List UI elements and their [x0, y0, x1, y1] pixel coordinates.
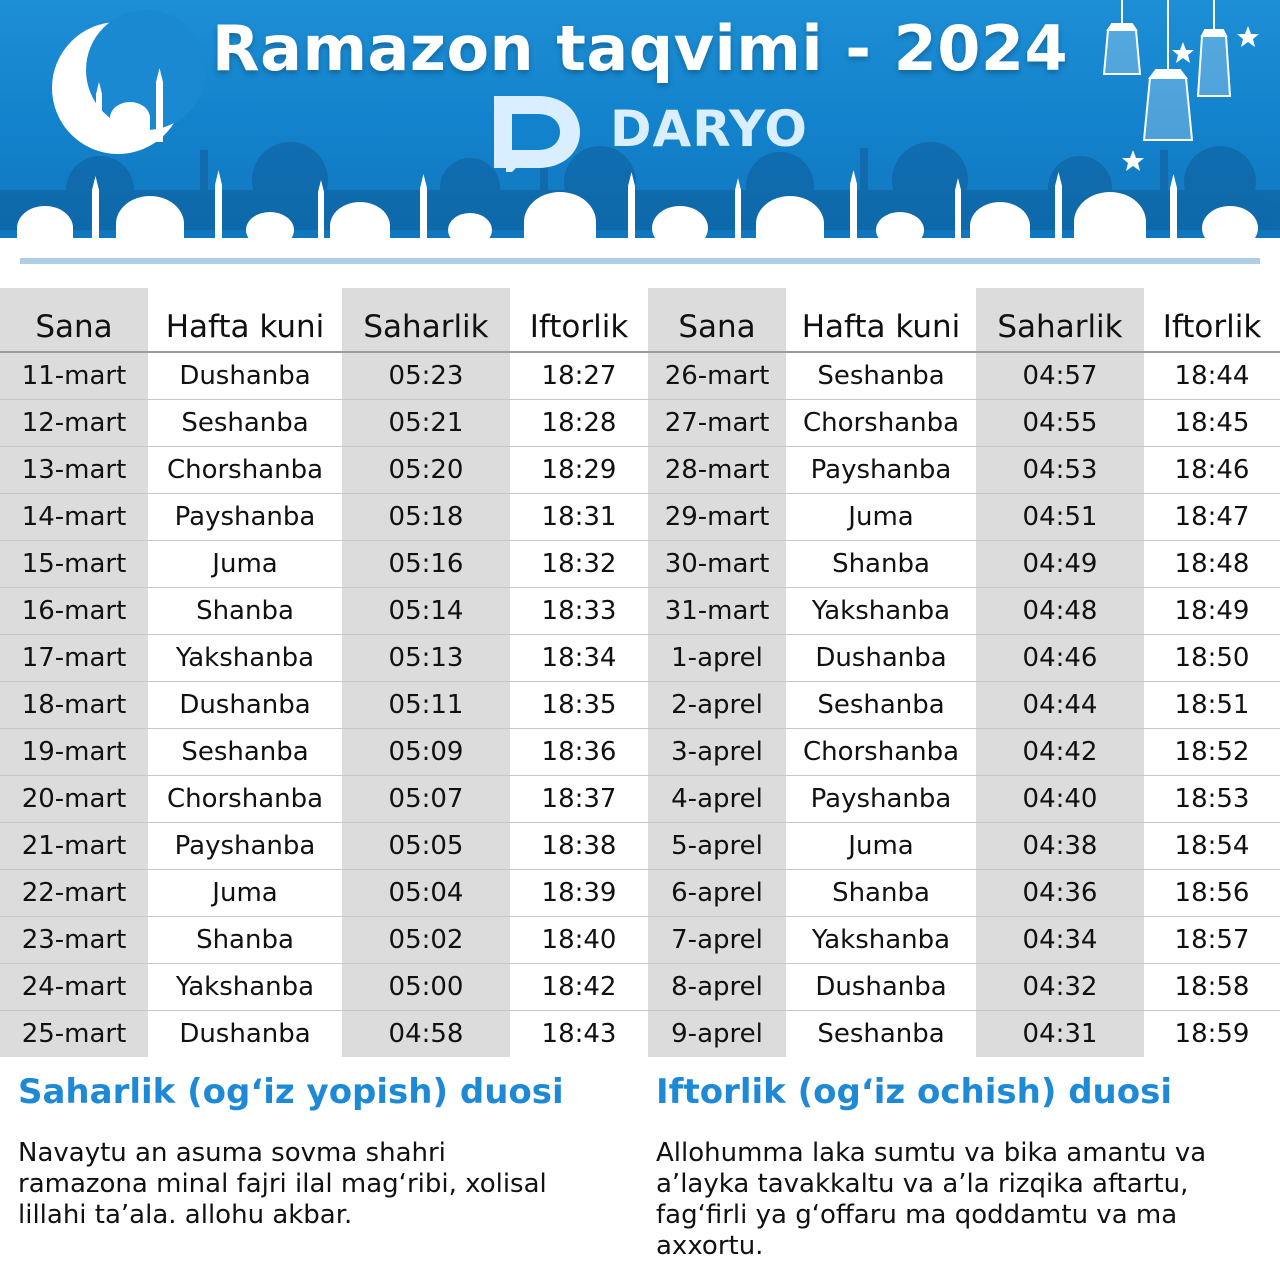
- table-row: [0, 352, 1280, 399]
- saharlik-cell: 05:21: [342, 399, 510, 446]
- iftorlik-cell: 18:59: [1174, 1018, 1250, 1049]
- saharlik-cell: 05:02: [342, 916, 510, 963]
- daryo-logo: [486, 92, 806, 172]
- table-row: [0, 681, 1280, 728]
- weekday-cell: Seshanba: [148, 728, 342, 775]
- weekday-cell: Shanba: [786, 869, 976, 916]
- iftorlik-cell: 18:31: [510, 493, 648, 540]
- date-cell: 12-mart: [0, 399, 148, 446]
- iftorlik-cell: 18:40: [510, 916, 648, 963]
- date-cell: 18-mart: [0, 681, 148, 728]
- saharlik-cell: 04:57: [976, 352, 1144, 399]
- saharlik-cell: 05:23: [342, 352, 510, 399]
- saharlik-cell: 04:46: [976, 634, 1144, 681]
- iftorlik-dua-text: Allohumma laka sumtu va bika amantu va a’layka tavakkaltu va a’la rizqika aftartu, fag‘firli ya g‘offaru ma qoddamtu va ma axxortu.: [656, 1138, 1207, 1261]
- table-row: [0, 775, 1280, 822]
- weekday-cell: Dushanba: [148, 352, 342, 399]
- saharlik-cell: 05:11: [342, 681, 510, 728]
- date-cell: 3-aprel: [648, 728, 786, 775]
- saharlik-cell: 04:48: [976, 587, 1144, 634]
- iftorlik-cell: 18:36: [510, 728, 648, 775]
- saharlik-cell: 05:20: [342, 446, 510, 493]
- saharlik-cell: 05:05: [342, 822, 510, 869]
- iftorlik-cell: 18:29: [510, 446, 648, 493]
- iftorlik-cell: 18:53: [1144, 775, 1280, 822]
- header-iftorlik-2: Iftorlik: [1144, 288, 1280, 352]
- table-row: [0, 822, 1280, 869]
- weekday-cell: Dushanba: [179, 1018, 311, 1049]
- table-row: [0, 399, 1280, 446]
- weekday-cell: Payshanba: [786, 775, 976, 822]
- saharlik-cell: 04:31: [976, 1010, 1144, 1057]
- iftorlik-cell: 18:34: [510, 634, 648, 681]
- saharlik-cell: 04:40: [976, 775, 1144, 822]
- iftorlik-cell: 18:33: [510, 587, 648, 634]
- date-cell: 25-mart: [0, 1010, 148, 1057]
- iftorlik-cell: 18:44: [1144, 352, 1280, 399]
- saharlik-cell: 04:36: [976, 869, 1144, 916]
- iftorlik-cell: 18:47: [1144, 493, 1280, 540]
- table-row: [0, 493, 1280, 540]
- weekday-cell: Shanba: [786, 540, 976, 587]
- date-cell: 2-aprel: [648, 681, 786, 728]
- saharlik-cell: 04:58: [342, 1010, 510, 1057]
- header-hafta-kuni: Hafta kuni: [148, 288, 342, 352]
- logo-text: DARYO: [610, 100, 808, 158]
- date-cell: 29-mart: [648, 493, 786, 540]
- saharlik-cell: 04:32: [976, 963, 1144, 1010]
- iftorlik-cell: 18:42: [510, 963, 648, 1010]
- date-cell: 7-aprel: [648, 916, 786, 963]
- weekday-cell: Payshanba: [786, 446, 976, 493]
- date-cell: 22-mart: [0, 869, 148, 916]
- date-cell: 15-mart: [0, 540, 148, 587]
- date-cell: 4-aprel: [648, 775, 786, 822]
- date-cell: 16-mart: [0, 587, 148, 634]
- iftorlik-cell: 18:46: [1144, 446, 1280, 493]
- date-cell: 8-aprel: [648, 963, 786, 1010]
- saharlik-cell: 05:14: [342, 587, 510, 634]
- saharlik-cell: 04:53: [976, 446, 1144, 493]
- weekday-cell: Chorshanba: [786, 728, 976, 775]
- weekday-cell: Yakshanba: [148, 963, 342, 1010]
- daryo-logo-icon: [486, 92, 586, 172]
- iftorlik-cell: 18:39: [510, 869, 648, 916]
- iftorlik-cell: 18:35: [510, 681, 648, 728]
- iftorlik-cell: 18:27: [510, 352, 648, 399]
- iftorlik-cell: 18:54: [1144, 822, 1280, 869]
- date-cell: 6-aprel: [648, 869, 786, 916]
- iftorlik-cell: 18:56: [1144, 869, 1280, 916]
- weekday-cell: Shanba: [148, 916, 342, 963]
- saharlik-cell: 04:51: [976, 493, 1144, 540]
- weekday-cell: Seshanba: [148, 399, 342, 446]
- iftorlik-cell: 18:50: [1144, 634, 1280, 681]
- weekday-cell: Chorshanba: [786, 399, 976, 446]
- saharlik-cell: 05:09: [342, 728, 510, 775]
- weekday-cell: Dushanba: [786, 963, 976, 1010]
- saharlik-cell: 05:04: [342, 869, 510, 916]
- weekday-cell: Chorshanba: [148, 775, 342, 822]
- saharlik-cell: 04:55: [976, 399, 1144, 446]
- table-row: [0, 963, 1280, 1010]
- date-cell: 13-mart: [0, 446, 148, 493]
- iftorlik-cell: 18:45: [1144, 399, 1280, 446]
- weekday-cell: Juma: [148, 869, 342, 916]
- saharlik-cell: 04:49: [976, 540, 1144, 587]
- header-sana-2: Sana: [648, 288, 786, 352]
- date-cell: 26-mart: [648, 352, 786, 399]
- saharlik-cell: 05:07: [342, 775, 510, 822]
- table-header-row: [0, 288, 1280, 352]
- weekday-cell: Juma: [148, 540, 342, 587]
- date-cell: 27-mart: [648, 399, 786, 446]
- weekday-cell: Dushanba: [786, 634, 976, 681]
- weekday-cell: Chorshanba: [148, 446, 342, 493]
- page-title: Ramazon taqvimi - 2024: [211, 12, 1069, 85]
- skyline-windows: [20, 258, 1260, 264]
- date-cell: 1-aprel: [648, 634, 786, 681]
- saharlik-cell: 04:44: [976, 681, 1144, 728]
- weekday-cell: Payshanba: [148, 493, 342, 540]
- date-cell: 14-mart: [0, 493, 148, 540]
- iftorlik-cell: 18:37: [510, 775, 648, 822]
- date-cell: 19-mart: [0, 728, 148, 775]
- iftorlik-cell: 18:58: [1144, 963, 1280, 1010]
- weekday-cell: Seshanba: [817, 1018, 945, 1049]
- weekday-cell: Yakshanba: [786, 587, 976, 634]
- date-cell: 28-mart: [648, 446, 786, 493]
- iftorlik-cell: 18:28: [510, 399, 648, 446]
- header-banner: [0, 0, 1280, 278]
- saharlik-cell: 05:16: [342, 540, 510, 587]
- iftorlik-cell: 18:57: [1144, 916, 1280, 963]
- weekday-cell: Yakshanba: [148, 634, 342, 681]
- table-row: [0, 1010, 1280, 1057]
- weekday-cell: Seshanba: [786, 352, 976, 399]
- iftorlik-cell: 18:43: [541, 1018, 617, 1049]
- iftorlik-cell: 18:38: [510, 822, 648, 869]
- table-row: [0, 540, 1280, 587]
- saharlik-dua-text: Navaytu an asuma sovma shahri ramazona minal fajri ilal mag‘ribi, xolisal lillahi ta’ala. allohu akbar.: [18, 1138, 547, 1230]
- saharlik-cell: 05:18: [342, 493, 510, 540]
- header-hafta-kuni-2: Hafta kuni: [786, 288, 976, 352]
- saharlik-cell: 04:34: [976, 916, 1144, 963]
- weekday-cell: Payshanba: [148, 822, 342, 869]
- date-cell: 5-aprel: [648, 822, 786, 869]
- iftorlik-cell: 18:52: [1144, 728, 1280, 775]
- date-cell: 23-mart: [0, 916, 148, 963]
- date-cell: 17-mart: [0, 634, 148, 681]
- saharlik-cell: 05:13: [342, 634, 510, 681]
- weekday-cell: Yakshanba: [786, 916, 976, 963]
- header-iftorlik: Iftorlik: [510, 288, 648, 352]
- date-cell: 30-mart: [648, 540, 786, 587]
- table-row: [0, 587, 1280, 634]
- date-cell: 9-aprel: [648, 1010, 786, 1057]
- saharlik-cell: 04:38: [976, 822, 1144, 869]
- iftorlik-cell: 18:32: [510, 540, 648, 587]
- table-row: [0, 634, 1280, 681]
- iftorlik-cell: 18:49: [1144, 587, 1280, 634]
- date-cell: 20-mart: [0, 775, 148, 822]
- weekday-cell: Dushanba: [148, 681, 342, 728]
- weekday-cell: Seshanba: [786, 681, 976, 728]
- saharlik-cell: 05:00: [342, 963, 510, 1010]
- table-body: [0, 352, 1280, 1057]
- iftorlik-cell: 18:51: [1144, 681, 1280, 728]
- table-row: [0, 916, 1280, 963]
- header-saharlik-2: Saharlik: [976, 288, 1144, 352]
- weekday-cell: Shanba: [148, 587, 342, 634]
- date-cell: 11-mart: [0, 352, 148, 399]
- saharlik-cell: 04:42: [976, 728, 1144, 775]
- date-cell: 21-mart: [0, 822, 148, 869]
- date-cell: 31-mart: [648, 587, 786, 634]
- iftorlik-dua-title: Iftorlik (og‘iz ochish) duosi: [656, 1072, 1172, 1112]
- weekday-cell: Juma: [786, 493, 976, 540]
- header-saharlik: Saharlik: [342, 288, 510, 352]
- table-row: [0, 728, 1280, 775]
- table-row: [0, 446, 1280, 493]
- table-row: [0, 869, 1280, 916]
- ramadan-schedule-table: [0, 288, 1280, 1057]
- iftorlik-cell: 18:48: [1144, 540, 1280, 587]
- weekday-cell: Juma: [786, 822, 976, 869]
- date-cell: 24-mart: [0, 963, 148, 1010]
- header-sana: Sana: [0, 288, 148, 352]
- saharlik-dua-title: Saharlik (og‘iz yopish) duosi: [18, 1072, 564, 1112]
